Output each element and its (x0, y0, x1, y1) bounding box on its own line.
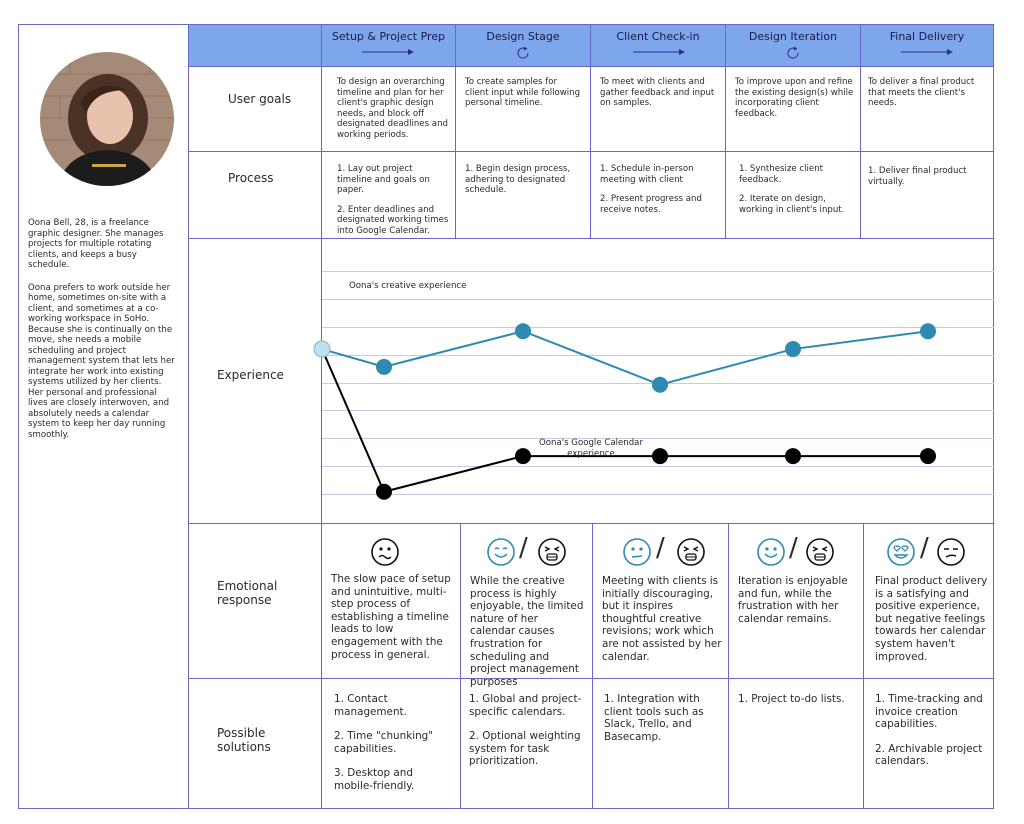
row-label-emotion: Emotional response (217, 579, 278, 607)
solution-item: 3. Desktop and mobile-friendly. (334, 767, 415, 792)
calendar-experience-point (785, 448, 801, 464)
solution-item: 1. Time-tracking and invoice creation capabilities. (875, 693, 983, 731)
goal-text: To deliver a final product that meets the client's needs. (868, 77, 975, 108)
phase-label: Client Check-in (616, 30, 700, 43)
process-step-2: 2. Enter deadlines and designated working times into Google Calendar. (337, 204, 449, 236)
solution-item: 2. Time "chunking" capabilities. (334, 730, 434, 755)
solution-item: 2. Optional weighting system for task prioritization. (469, 730, 581, 768)
process-step-1: 1. Lay out project timeline and goals on paper. (337, 164, 430, 195)
frustrated-face-icon (676, 537, 706, 567)
solution-item: 1. Project to-do lists. (738, 693, 845, 705)
creative-experience-point (314, 341, 330, 357)
solution-list (469, 693, 587, 768)
slash-divider: / (789, 533, 798, 563)
annoyed-face-icon (936, 537, 966, 567)
creative-experience-point (376, 359, 392, 375)
process-step-2: 2. Present progress and receive notes. (600, 194, 702, 215)
row-label-goals: User goals (228, 92, 292, 106)
happy-face-icon (756, 537, 786, 567)
goal-text: To improve upon and refine the existing design(s) while incorporating client feedback. (735, 77, 854, 119)
frustrated-face-icon (537, 537, 567, 567)
row-label-solutions: Possible solutions (217, 726, 271, 754)
solution-list (334, 693, 452, 793)
solution-list (604, 693, 722, 743)
calendar-line-label: Oona's Google Calendar experience (539, 438, 643, 459)
process-step-1: 1. Synthesize client feedback. (739, 164, 824, 185)
emotion-text: The slow pace of setup and unintuitive, multi-step process of establishing a timeline leads to low engagement with the process in general. (331, 573, 451, 661)
creative-experience-point (785, 341, 801, 357)
emotion-text: Iteration is enjoyable and fun, while the frustration with her calendar remains. (738, 575, 848, 625)
creative-experience-point (652, 377, 668, 393)
creative-experience-point (920, 323, 936, 339)
creative-line-label: Oona's creative experience (349, 281, 467, 291)
heart-eyes-face-icon (886, 537, 916, 567)
goal-text: To create samples for client input while following personal timeline. (465, 77, 581, 108)
unsure-face-icon (622, 537, 652, 567)
process-step-1: 1. Begin design process, adhering to designated schedule. (465, 164, 571, 195)
slash-divider: / (519, 533, 528, 563)
solution-item: 1. Global and project-specific calendars. (469, 693, 582, 718)
slash-divider: / (920, 533, 929, 563)
row-label-process: Process (228, 171, 274, 185)
calendar-experience-point (920, 448, 936, 464)
slash-divider: / (656, 533, 665, 563)
calendar-experience-point (652, 448, 668, 464)
solution-item: 1. Contact management. (334, 693, 407, 718)
process-step-1: 1. Deliver final product virtually. (868, 166, 967, 187)
calendar-experience-point (515, 448, 531, 464)
creative-experience-line (322, 331, 928, 385)
persona-bio-paragraph-1: Oona Bell, 28, is a freelance graphic designer. She manages projects for multiple rotating clients, and keeps a busy schedule. (28, 218, 164, 270)
solution-item: 2. Archivable project calendars. (875, 742, 983, 768)
process-step-1: 1. Schedule in-person meeting with client (600, 164, 694, 185)
goal-text: To meet with clients and gather feedback and input on samples. (600, 77, 715, 108)
frustrated-face-icon (805, 537, 835, 567)
phase-label: Setup & Project Prep (331, 30, 446, 43)
solution-list (738, 693, 856, 706)
neutral-face-icon (370, 537, 400, 567)
persona-bio-paragraph-2: Oona prefers to work outside her home, sometimes on-site with a client, and sometimes at a co-working workspace in SoHo. Because she is continually on the move, she needs a mobile scheduling and project management system that lets her integrate her work into existing systems utilized by her clients. Her personal and professional lives are closely interwoven, and absolutely needs a calendar system to keep her day running smoothly. (28, 282, 175, 440)
solution-item: 1. Integration with client tools such as Slack, Trello, and Basecamp. (604, 693, 704, 743)
goal-text: To design an overarching timeline and plan for her client's graphic design needs, and block off designated deadlines and working periods. (337, 77, 448, 140)
creative-experience-point (515, 323, 531, 339)
row-label-experience: Experience (217, 368, 284, 382)
emotion-text: While the creative process is highly enjoyable, the limited nature of her calendar causes frustration for scheduling and project management purposes (470, 575, 584, 688)
phase-label: Design Iteration (748, 30, 838, 43)
emotion-text: Final product delivery is a satisfying and positive experience, but negative feelings towards her calendar system haven't improved. (875, 575, 988, 663)
calendar-experience-point (376, 484, 392, 500)
process-step-2: 2. Iterate on design, working in client's input. (739, 194, 845, 215)
solution-list (875, 693, 987, 768)
happy-face-icon (486, 537, 516, 567)
phase-label: Design Stage (486, 30, 560, 43)
emotion-text: Meeting with clients is initially discouraging, but it inspires thoughtful creative revisions; work which are not assisted by her calendar. (602, 575, 722, 663)
phase-label: Final Delivery (889, 30, 965, 43)
